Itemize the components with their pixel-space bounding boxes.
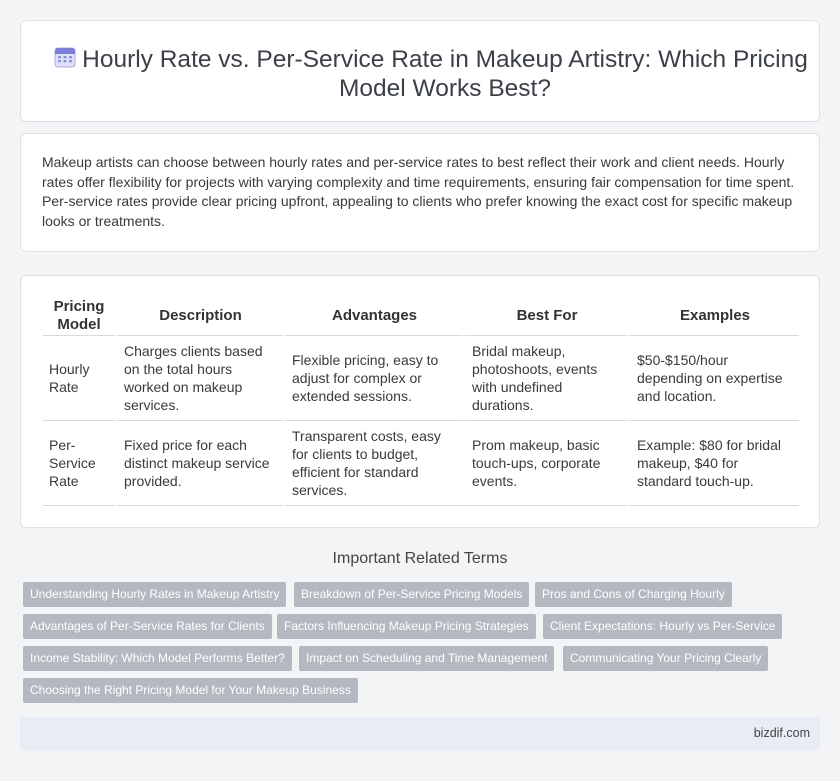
- header-best-for: Best For: [463, 296, 628, 336]
- footer-site-link[interactable]: bizdif.com: [753, 726, 810, 740]
- cell-pricing-model: Hourly Rate: [43, 336, 115, 421]
- header-advantages: Advantages: [283, 296, 463, 336]
- related-term-tag[interactable]: Choosing the Right Pricing Model for Your Makeup Business: [23, 678, 358, 703]
- page-title: Hourly Rate vs. Per-Service Rate in Makeup Artistry: Which Pricing Model Works Best?: [82, 46, 808, 102]
- related-term-tag[interactable]: Impact on Scheduling and Time Management: [299, 646, 554, 671]
- related-term-tag[interactable]: Understanding Hourly Rates in Makeup Artistry: [23, 582, 286, 607]
- header-description: Description: [115, 296, 283, 336]
- related-term-tag[interactable]: Communicating Your Pricing Clearly: [563, 646, 768, 671]
- cell-description: Fixed price for each distinct makeup service provided.: [115, 421, 283, 506]
- related-terms-heading: Important Related Terms: [332, 550, 508, 567]
- table-card: [20, 275, 820, 528]
- title-card: [20, 20, 820, 122]
- intro-card: [20, 133, 820, 252]
- cell-advantages: Flexible pricing, easy to adjust for complex or extended sessions.: [283, 336, 463, 421]
- related-term-tag[interactable]: Client Expectations: Hourly vs Per-Service: [543, 614, 782, 639]
- cell-examples: Example: $80 for bridal makeup, $40 for standard touch-up.: [628, 421, 799, 506]
- comparison-table: [43, 296, 799, 506]
- related-term-tag[interactable]: Income Stability: Which Model Performs Better?: [23, 646, 292, 671]
- cell-best-for: Bridal makeup, photoshoots, events with undefined durations.: [463, 336, 628, 421]
- header-pricing-model: Pricing Model: [43, 296, 115, 336]
- cell-advantages: Transparent costs, easy for clients to budget, efficient for standard services.: [283, 421, 463, 506]
- calendar-icon: [53, 45, 77, 69]
- table-row: [43, 336, 799, 421]
- related-term-tag[interactable]: Breakdown of Per-Service Pricing Models: [294, 582, 529, 607]
- cell-best-for: Prom makeup, basic touch-ups, corporate events.: [463, 421, 628, 506]
- related-term-tag[interactable]: Advantages of Per-Service Rates for Clients: [23, 614, 272, 639]
- table-header-row: [43, 296, 799, 336]
- cell-description: Charges clients based on the total hours worked on makeup services.: [115, 336, 283, 421]
- intro-paragraph: Makeup artists can choose between hourly rates and per-service rates to best reflect their work and client needs. Hourly rates offer flexibility for projects with varying complexity and time requirements, ensuring fair compensation for time spent. Per-service rates provide clear pricing upfront, appealing to clients who prefer knowing the exact cost for specific makeup looks or treatments.: [42, 154, 795, 229]
- footer: [20, 717, 820, 750]
- header-examples: Examples: [628, 296, 799, 336]
- cell-examples: $50-$150/hour depending on expertise and location.: [628, 336, 799, 421]
- related-term-tag[interactable]: Pros and Cons of Charging Hourly: [535, 582, 732, 607]
- cell-pricing-model: Per-Service Rate: [43, 421, 115, 506]
- related-term-tag[interactable]: Factors Influencing Makeup Pricing Strategies: [277, 614, 536, 639]
- table-row: [43, 421, 799, 506]
